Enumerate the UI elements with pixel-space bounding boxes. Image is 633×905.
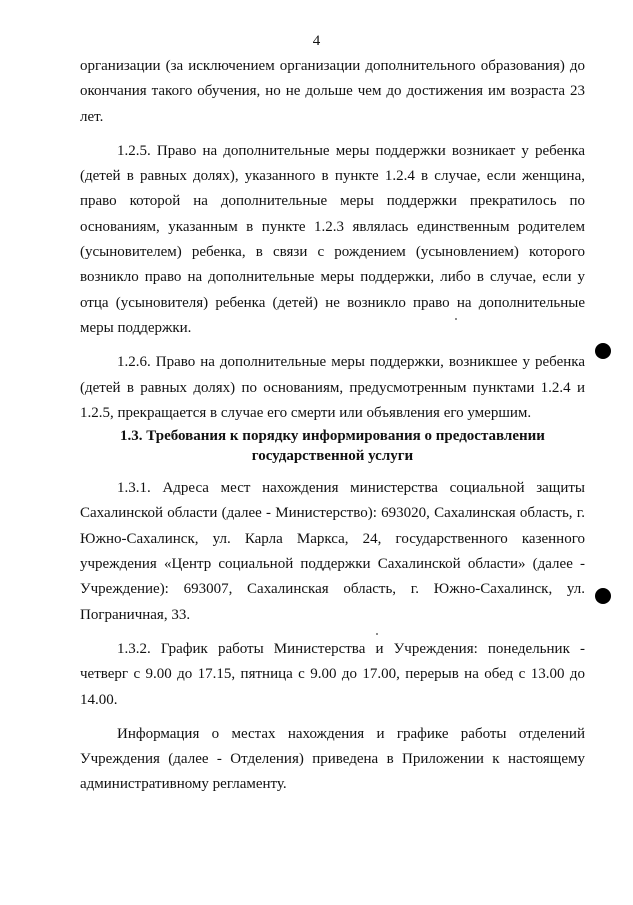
- page-number: 4: [312, 33, 321, 49]
- paragraph-1-3-1: 1.3.1. Адреса мест нахождения министерства социальной защиты Сахалинской области (далее - Министерство): 693020, Сахалинская область, г. Южно-Сахалинск, ул. Карла Маркса, 24, государственного казенного учреждения «Центр социальной поддержки Сахалинской области» (далее - Учреждение): 693007, Сахалинская область, г. Южно-Сахалинск, ул. Пограничная, 33.: [80, 480, 585, 623]
- hole-punch-mark: [595, 588, 611, 604]
- scan-speck: [376, 633, 378, 635]
- paragraph-1-3-2: 1.3.2. График работы Министерства и Учреждения: понедельник - четверг с 9.00 до 17.15, пятница с 9.00 до 17.00, перерыв на обед с 13.00 до 14.00.: [80, 640, 585, 708]
- paragraph-1-2-6: 1.2.6. Право на дополнительные меры поддержки, возникшее у ребенка (детей в равных долях) по основаниям, предусмотренным пунктами 1.2.4 и 1.2.5, прекращается в случае его смерти или объявления его умершим.: [80, 354, 585, 421]
- hole-punch-mark: [595, 343, 611, 359]
- section-heading-1-3: 1.3. Требования к порядку информирования о предоставлении государственной услуги: [120, 428, 545, 465]
- paragraph-information: Информация о местах нахождения и графике работы отделений Учреждения (далее - Отделения) приведена в Приложении к настоящему административному регламенту.: [80, 725, 585, 793]
- document-body: [80, 54, 585, 798]
- scan-speck: [455, 318, 457, 320]
- paragraph-1-2-5: 1.2.5. Право на дополнительные меры поддержки возникает у ребенка (детей в равных долях), указанного в пункте 1.2.4 в случае, если женщина, право которой на дополнительные меры поддержки прекратилось по основаниям, указанным в пункте 1.2.3 являлась единственным родителем (усыновителем) ребенка, в связи с рождением (усыновлением) которого возникло право на дополнительные меры поддержки, либо в случае, если у отца (усыновителя) ребенка (детей) не возникло право на дополнительные меры поддержки.: [80, 142, 585, 336]
- paragraph-continuation: организации (за исключением организации дополнительного образования) до окончания такого обучения, но не дольше чем до достижения им возраста 23 лет.: [80, 58, 585, 125]
